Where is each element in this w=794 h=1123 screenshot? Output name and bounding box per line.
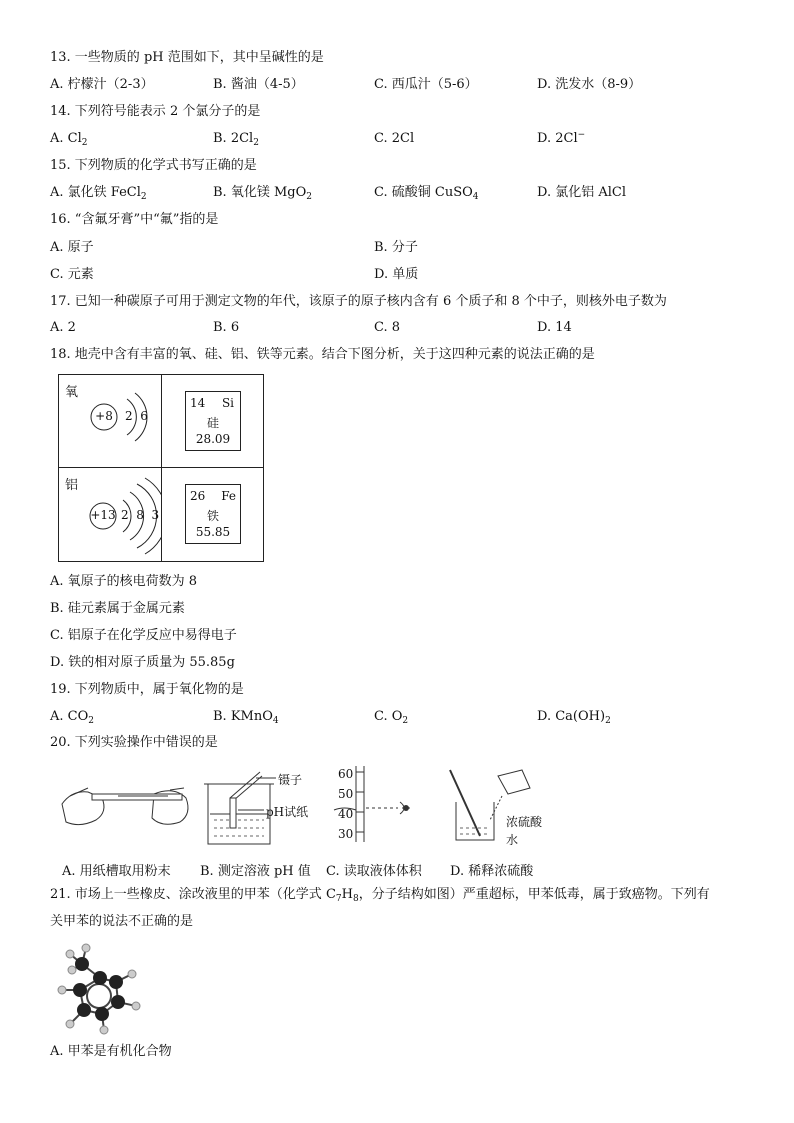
scale-60: 60 [338, 767, 354, 781]
q20-option-b[interactable]: B. 测定溶液 pH 值 [200, 864, 311, 879]
q16-option-d[interactable]: D. 单质 [374, 267, 419, 282]
q18-option-d[interactable]: D. 铁的相对原子质量为 55.85g [50, 655, 235, 670]
iron-number: 26 [190, 489, 206, 503]
q17-option-a[interactable]: A. 2 [50, 320, 76, 335]
silicon-box [185, 391, 241, 451]
q13-stem: 13. 一些物质的 pH 范围如下，其中呈碱性的是 [50, 50, 324, 65]
q16-option-c[interactable]: C. 元素 [50, 267, 94, 282]
q14-option-d[interactable]: D. 2Cl− [537, 130, 586, 146]
iron-symbol: Fe [221, 489, 236, 503]
oxygen-label: 氧 [65, 385, 79, 400]
q16-stem: 16. “含氟牙膏”中“氟”指的是 [50, 212, 219, 227]
silicon-number: 14 [190, 396, 206, 410]
q14-option-c[interactable]: C. 2Cl [374, 131, 415, 146]
element-figure [58, 374, 264, 562]
q16-option-a[interactable]: A. 原子 [50, 240, 94, 255]
q20-option-c[interactable]: C. 读取液体体积 [326, 864, 422, 879]
q18-option-b[interactable]: B. 硅元素属于金属元素 [50, 601, 185, 616]
q21-stem-line2: 关甲苯的说法不正确的是 [50, 914, 194, 929]
iron-mass: 55.85 [195, 525, 231, 539]
q17-stem: 17. 已知一种碳原子可用于测定文物的年代，该原子的原子核内含有 6 个质子和 8 个中子，则核外电子数为 [50, 294, 667, 309]
q13-option-c[interactable]: C. 西瓜汁（5-6） [374, 77, 478, 92]
aluminum-shells: 2 8 3 [121, 508, 160, 522]
q14-option-a[interactable]: A. $Cl_2$ [50, 131, 88, 148]
q13-option-a[interactable]: A. 柠檬汁（2-3） [50, 77, 154, 92]
silicon-name: 硅 [206, 416, 219, 430]
aluminum-atom-diagram [59, 468, 161, 561]
q19-option-c[interactable]: C. $O_2$ [374, 709, 409, 726]
silicon-mass: 28.09 [195, 432, 231, 446]
silicon-symbol: Si [221, 396, 234, 410]
aluminum-label: 铝 [65, 478, 79, 493]
q17-option-b[interactable]: B. 6 [213, 320, 240, 335]
q21-stem-line1: 21. 市场上一些橡皮、涂改液里的甲苯（化学式 $C_7H_8$，分子结构如图）严重超标，甲苯低毒，属于致癌物。下列有 [50, 887, 710, 904]
q19-stem: 19. 下列物质中，属于氧化物的是 [50, 682, 244, 697]
scale-40: 40 [338, 807, 354, 821]
toluene-molecule-model [52, 938, 152, 1038]
q13-option-b[interactable]: B. 酱油（4-5） [213, 77, 304, 92]
q14-stem: 14. 下列符号能表示 2 个氯分子的是 [50, 104, 261, 119]
scale-50: 50 [338, 787, 354, 801]
water-label: 水 [506, 833, 519, 847]
ph-paper-label: pH试纸 [266, 805, 309, 819]
q15-option-c[interactable]: C. 硫酸铜 CuSO$_4$ [374, 185, 479, 202]
tweezers-label: 镊子 [278, 773, 303, 787]
scale-30: 30 [338, 827, 354, 841]
oxygen-shells: 2 6 [125, 409, 148, 423]
q15-option-d[interactable]: D. 氯化铝 AlCl [537, 185, 627, 200]
q19-option-a[interactable]: A. $CO_2$ [50, 709, 94, 726]
q15-option-b[interactable]: B. 氧化镁 MgO$_2$ [213, 185, 312, 202]
oxygen-nucleus: +8 [95, 409, 113, 423]
iron-element-cell [161, 468, 263, 561]
q17-option-d[interactable]: D. 14 [537, 320, 572, 335]
dilution-illustration [440, 766, 550, 846]
aluminum-nucleus: +13 [90, 508, 116, 522]
q19-option-b[interactable]: B. KMnO$_4$ [213, 709, 279, 726]
q15-option-a[interactable]: A. 氯化铁 FeCl$_2$ [50, 185, 147, 202]
q18-option-c[interactable]: C. 铝原子在化学反应中易得电子 [50, 628, 237, 643]
silicon-element-cell [161, 375, 263, 468]
oxygen-atom-diagram [59, 375, 161, 468]
q21-option-a[interactable]: A. 甲苯是有机化合物 [50, 1044, 172, 1059]
paper-trough-illustration [58, 768, 198, 838]
q13-option-d[interactable]: D. 洗发水（8-9） [537, 77, 642, 92]
q20-option-d[interactable]: D. 稀释浓硫酸 [450, 864, 534, 879]
q15-stem: 15. 下列物质的化学式书写正确的是 [50, 158, 257, 173]
q18-stem: 18. 地壳中含有丰富的氧、硅、铝、铁等元素。结合下图分析，关于这四种元素的说法正确的是 [50, 347, 595, 362]
q20-stem: 20. 下列实验操作中错误的是 [50, 735, 218, 750]
iron-box [185, 484, 241, 544]
q19-option-d[interactable]: D. $Ca(OH)_2$ [537, 709, 611, 726]
q16-option-b[interactable]: B. 分子 [374, 240, 418, 255]
iron-name: 铁 [206, 509, 219, 523]
acid-label: 浓硫酸 [506, 815, 543, 829]
q18-option-a[interactable]: A. 氧原子的核电荷数为 8 [50, 574, 198, 589]
q14-option-b[interactable]: B. $2Cl_2$ [213, 131, 259, 148]
q17-option-c[interactable]: C. 8 [374, 320, 401, 335]
q20-option-a[interactable]: A. 用纸槽取用粉末 [62, 864, 171, 879]
